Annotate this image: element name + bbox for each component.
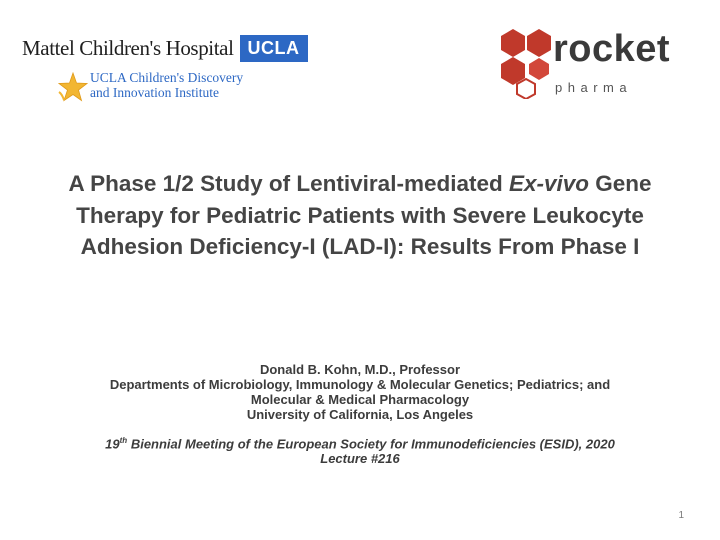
- meeting-line-1-text: Biennial Meeting of the European Society for Immunodeficiencies (ESID), 2020: [127, 436, 615, 452]
- presentation-title: [40, 168, 680, 263]
- hexagon-cluster-icon: [497, 27, 561, 99]
- author-departments-line-2: Molecular & Medical Pharmacology: [250, 392, 470, 407]
- cdi-line-1: UCLA Children's Discovery: [90, 70, 244, 85]
- ucla-badge: UCLA: [240, 35, 308, 62]
- meeting-line-2: Lecture #216: [320, 451, 400, 467]
- author-university: University of California, Los Angeles: [246, 407, 474, 422]
- meeting-line-1: [30, 433, 690, 451]
- ucla-cdi-logo: [58, 70, 243, 102]
- pharma-wordmark: pharma: [555, 80, 633, 95]
- author-name: Donald B. Kohn, M.D., Professor: [259, 362, 461, 377]
- mattel-hospital-name: Mattel Children's Hospital: [22, 35, 234, 60]
- meeting-ordinal-number: 19: [105, 436, 120, 452]
- author-block: [30, 362, 690, 422]
- meeting-block: [30, 433, 690, 466]
- page-number: 1: [678, 510, 684, 521]
- mattel-ucla-logo: [22, 33, 308, 63]
- meeting-ordinal-suffix: th: [119, 436, 128, 445]
- rocket-pharma-logo: [497, 27, 687, 99]
- title-italic-part: Ex-vivo: [508, 171, 590, 196]
- title-part-2: Gene Therapy for Pediatric Patients with Severe Leukocyte Adhesion Deficiency-I (LAD-I): Results From Phase I: [76, 171, 652, 259]
- cdi-line-2: and Innovation Institute: [90, 85, 219, 100]
- author-departments-line-1: Departments of Microbiology, Immunology & Molecular Genetics; Pediatrics; and: [109, 377, 611, 392]
- star-icon: [58, 72, 88, 102]
- rocket-wordmark: rocket: [553, 28, 671, 70]
- title-part-1: A Phase 1/2 Study of Lentiviral-mediated: [68, 171, 509, 196]
